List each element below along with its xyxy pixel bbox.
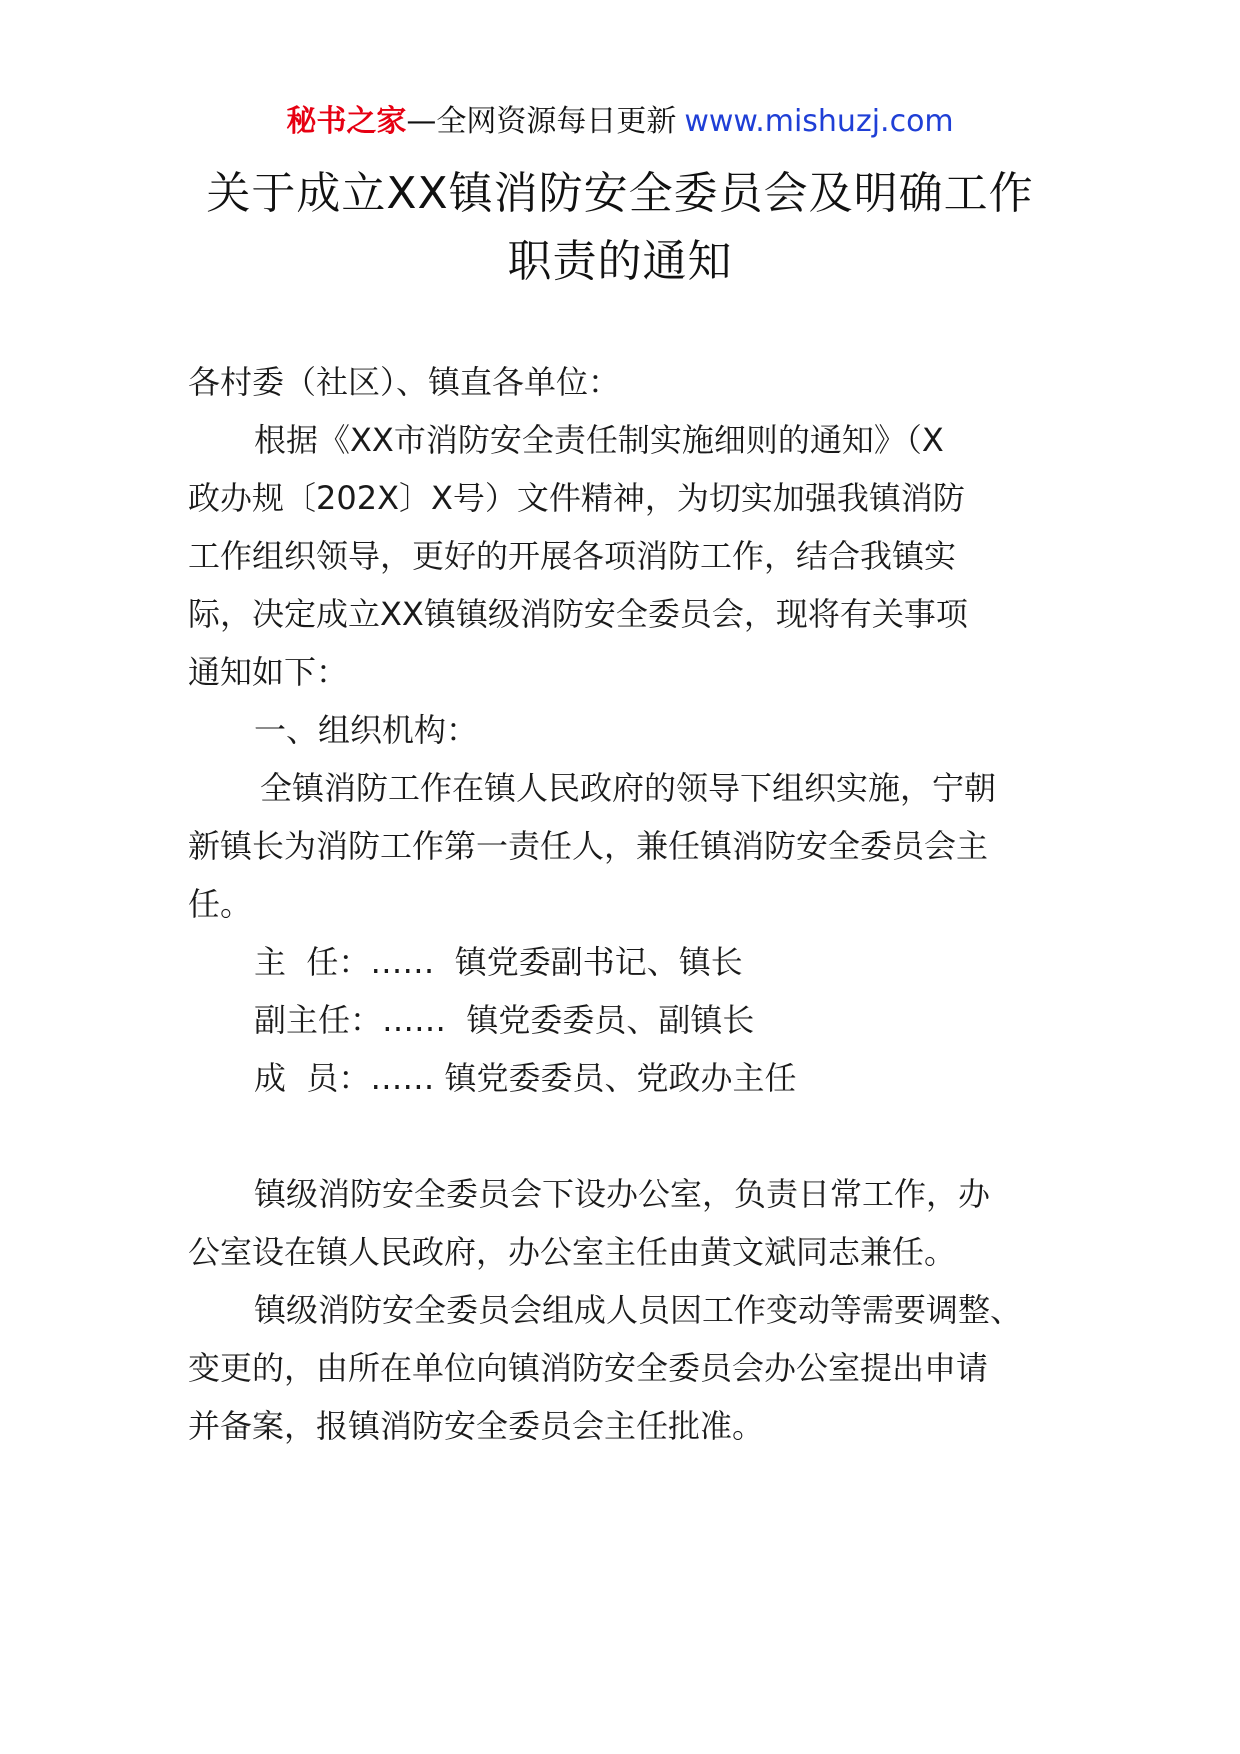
site-url-link[interactable]: www.mishuzj.com: [684, 104, 954, 139]
salutation: 各村委（社区）、镇直各单位：: [188, 363, 621, 401]
paragraph-1-line-5: 通知如下：: [188, 653, 349, 691]
paragraph-1-line-4: 际，决定成立XX镇镇级消防安全委员会，现将有关事项: [188, 595, 968, 633]
member-director: 主 任：…… 镇党委副书记、镇长: [254, 943, 743, 981]
paragraph-4-line-3: 并备案，报镇消防安全委员会主任批准。: [188, 1407, 765, 1445]
paragraph-3-line-1: 镇级消防安全委员会下设办公室，负责日常工作，办: [254, 1175, 991, 1213]
paragraph-2-line-2: 新镇长为消防工作第一责任人，兼任镇消防安全委员会主: [188, 827, 989, 865]
member-deputy-director: 副主任：…… 镇党委委员、副镇长: [254, 1001, 755, 1039]
paragraph-2-line-1: 全镇消防工作在镇人民政府的领导下组织实施，宁朝: [260, 769, 997, 807]
document-title-line-2: 职责的通知: [507, 236, 733, 287]
paragraph-1-line-1: 根据《XX市消防安全责任制实施细则的通知》（X: [254, 421, 944, 459]
document-title-line-1: 关于成立XX镇消防安全委员会及明确工作: [206, 168, 1034, 219]
site-header: [0, 100, 1240, 144]
paragraph-4-line-2: 变更的，由所在单位向镇消防安全委员会办公室提出申请: [188, 1349, 989, 1387]
paragraph-1-line-3: 工作组织领导，更好的开展各项消防工作，结合我镇实: [188, 537, 957, 575]
paragraph-4-line-1: 镇级消防安全委员会组成人员因工作变动等需要调整、: [254, 1291, 1023, 1329]
paragraph-2-line-3: 任。: [188, 885, 253, 923]
site-slogan: —全网资源每日更新: [406, 104, 677, 139]
section-heading-organization: 一、组织机构：: [254, 711, 479, 749]
brand-name: 秘书之家: [286, 104, 407, 139]
paragraph-1-line-2: 政办规〔202X〕X号）文件精神，为切实加强我镇消防: [188, 479, 965, 517]
paragraph-3-line-2: 公室设在镇人民政府，办公室主任由黄文斌同志兼任。: [188, 1233, 957, 1271]
member-members: 成 员：…… 镇党委委员、党政办主任: [254, 1059, 797, 1097]
